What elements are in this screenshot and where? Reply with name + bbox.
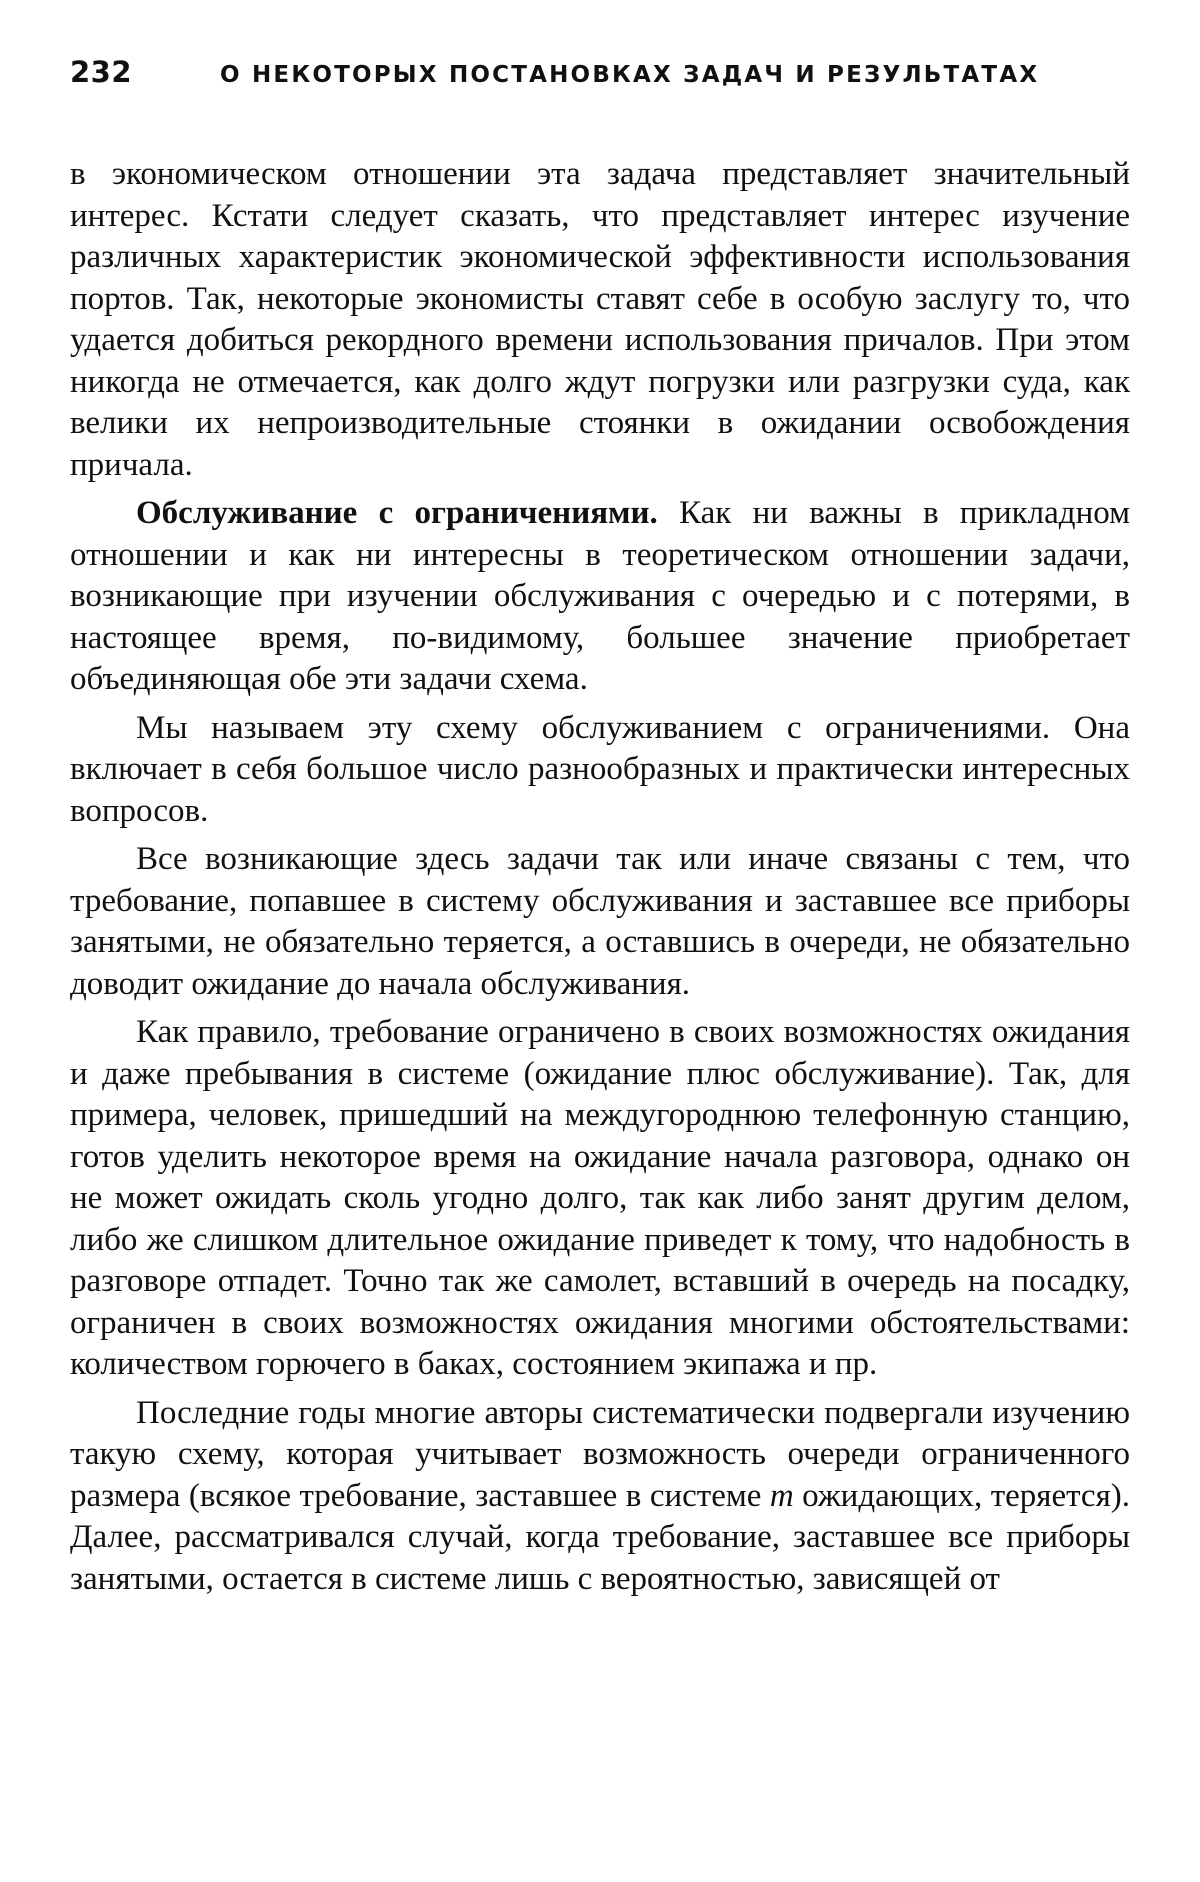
section-runin-heading: Обслуживание с ограничениями. (136, 495, 658, 531)
paragraph-definition: Мы называем эту схему обслуживанием с ограничениями. Она включает в себя большое число разнообразных и практически интересных вопросов. (70, 709, 1130, 829)
running-title: О НЕКОТОРЫХ ПОСТАНОВКАХ ЗАДАЧ И РЕЗУЛЬТАТАХ (220, 62, 1040, 88)
paragraph-service-with-limits (70, 493, 1130, 701)
body-text (70, 154, 1130, 1600)
paragraph-text: ожидающих, теряется). Далее, рассматривался случай, когда требование, заставшее все приборы занятыми, остается в системе лишь с вероятностью, зависящей от (70, 1477, 1130, 1597)
paragraph-recent-work (70, 1393, 1130, 1601)
paragraph-continuation: в экономическом отношении эта задача представляет значительный интерес. Кстати следует сказать, что представляет интерес изучение различных характеристик экономической эффективности использования портов. Так, некоторые экономисты ставят себе в особую заслугу то, что удается добиться рекордного времени использования причалов. При этом никогда не отмечается, как долго ждут погрузки или разгрузки суда, как велики их непроизводительные стоянки в ожидании освобождения причала. (70, 156, 1130, 483)
page-number: 232 (70, 55, 133, 89)
paragraph-examples: Как правило, требование ограничено в своих возможностях ожидания и даже пребывания в системе (ожидание плюс обслуживание). Так, для примера, человек, пришедший на междугороднюю телефонную станцию, готов уделить некоторое время на ожидание начала разговора, однако он не может ожидать сколь угодно долго, так как либо занят другим делом, либо же слишком длительное ожидание приведет к тому, что надобность в разговоре отпадет. Точно так же самолет, вставший в очередь на посадку, ограничен в своих возможностях ожидания многими обстоятельствами: количеством горючего в баках, состоянием экипажа и пр. (70, 1014, 1130, 1382)
paragraph-text: Как ни важны в прикладном отношении и как ни интересны в теоретическом отношении задачи, возникающие при изучении обслуживания с очередью и с потерями, в настоящее время, по-видимому, большее значение приобретает объединяющая обе эти задачи схема. (70, 495, 1130, 697)
running-head (70, 55, 1130, 99)
paragraph-problems: Все возникающие здесь задачи так или иначе связаны с тем, что требование, попавшее в систему обслуживания и заставшее все приборы занятыми, не обязательно теряется, а оставшись в очереди, не обязательно доводит ожидание до начала обслуживания. (70, 841, 1130, 1002)
math-variable: m (769, 1477, 794, 1514)
book-page (70, 55, 1130, 1607)
paragraph-text: Последние годы многие авторы систематически подвергали изучению такую схему, которая учитывает возможность очереди ограниченного размера (всякое требование, заставшее в системе (70, 1394, 1130, 1514)
